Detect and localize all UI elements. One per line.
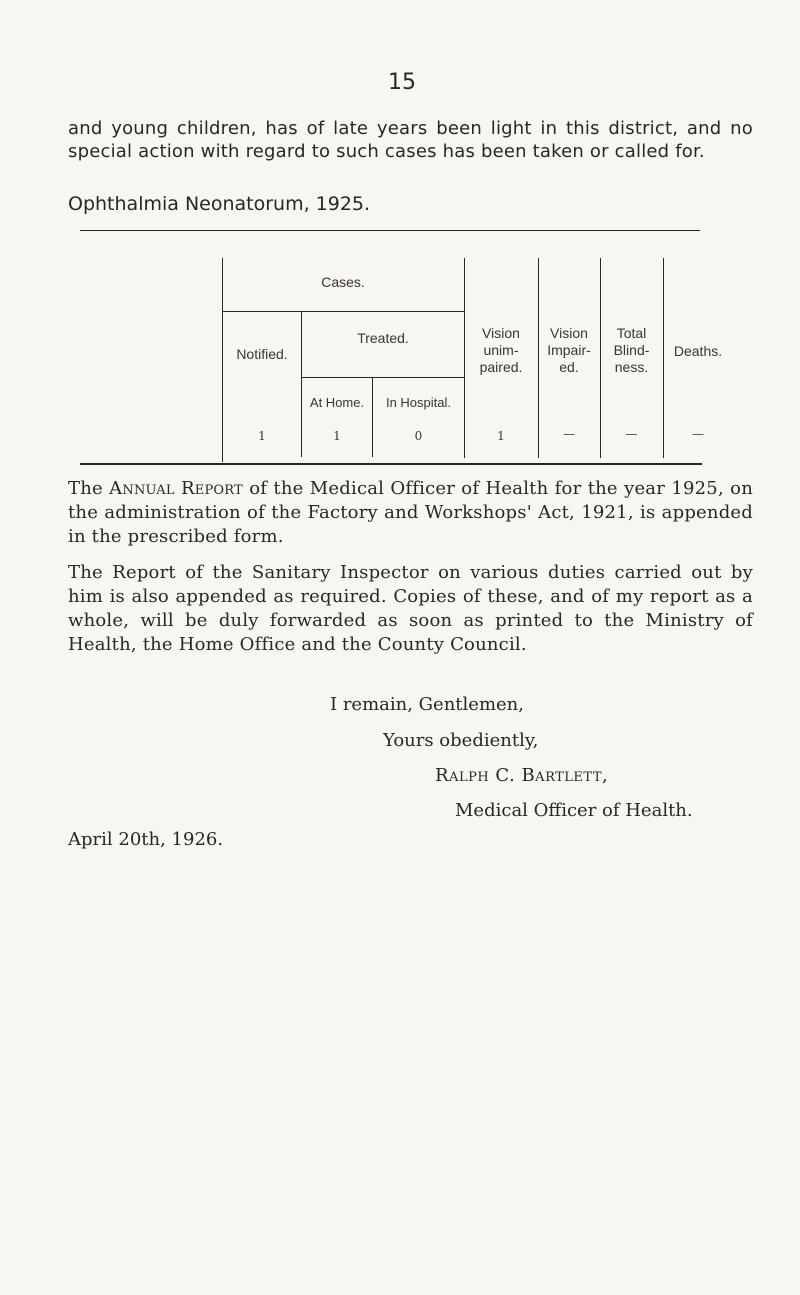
table-top-rule — [80, 230, 700, 231]
page-number: 15 — [388, 70, 416, 95]
annual-report-paragraph — [68, 477, 753, 549]
vision-unimpaired-line-2: unim- — [483, 342, 519, 358]
total-blindness-line-1: Total — [616, 325, 647, 341]
impaired-blindness-divider — [600, 258, 601, 458]
home-hospital-divider — [372, 378, 373, 457]
vision-impaired-header — [538, 325, 600, 376]
closing-line: I remain, Gentlemen, — [330, 694, 524, 715]
blindness-deaths-divider — [663, 258, 664, 458]
at-home-value: 1 — [333, 429, 341, 443]
valediction: Yours obediently, — [383, 730, 539, 751]
deaths-header: Deaths. — [673, 343, 723, 359]
total-blindness-header — [600, 325, 663, 376]
total-blindness-value: — — [625, 427, 638, 441]
total-blindness-line-3: ness. — [614, 359, 649, 375]
paragraph-2-rest: of the Medical Officer of Health for the year 1925, on the administration of the Factory and Workshops' Act, 1921, is appended in the prescribed form. — [68, 478, 754, 547]
vision-unimpaired-value: 1 — [497, 429, 505, 443]
in-hospital-value: 0 — [414, 429, 423, 443]
signatory-title: Medical Officer of Health. — [455, 800, 693, 821]
paragraph-2-lead: The — [68, 478, 110, 499]
vision-impaired-line-3: ed. — [559, 359, 579, 375]
treated-divider — [302, 377, 464, 378]
table-bottom-rule — [80, 463, 702, 465]
sanitary-inspector-paragraph: The Report of the Sanitary Inspector on various duties carried out by him is also appended as required. Copies of these, and of my report as a whole, will be duly forwarded as soon as printed to the Ministry of Health, the Home Office and the County Council. — [68, 562, 753, 655]
signatory-name: Ralph C. Bartlett, — [435, 765, 609, 786]
vision-unimpaired-line-3: paired. — [479, 359, 523, 375]
cases-right-divider — [464, 258, 465, 458]
deaths-value: — — [692, 427, 704, 441]
vision-unimpaired-line-1: Vision — [482, 325, 520, 341]
treated-header: Treated. — [357, 330, 409, 346]
notified-value: 1 — [258, 429, 266, 443]
cases-header: Cases. — [321, 274, 365, 290]
intro-paragraph: and young children, has of late years been light in this district, and no special action with regard to such cases has been taken or called for. — [68, 118, 753, 162]
table-heading: Ophthalmia Neonatorum, 1925. — [68, 193, 371, 215]
total-blindness-line-2: Blind- — [613, 342, 650, 358]
vision-impaired-line-2: Impair- — [547, 342, 591, 358]
at-home-header: At Home. — [309, 395, 365, 410]
vision-impaired-value: — — [563, 427, 575, 441]
vision-unimpaired-header — [464, 325, 538, 376]
unimpaired-impaired-divider — [538, 258, 539, 458]
paragraph-2-smallcaps: Annual Report — [109, 478, 243, 499]
letter-date: April 20th, 1926. — [68, 829, 224, 850]
notified-treated-divider — [301, 312, 302, 457]
notified-header: Notified. — [236, 346, 288, 362]
cases-divider — [222, 311, 464, 312]
in-hospital-header: In Hospital. — [385, 395, 452, 410]
table-left-border — [222, 258, 223, 462]
vision-impaired-line-1: Vision — [550, 325, 588, 341]
